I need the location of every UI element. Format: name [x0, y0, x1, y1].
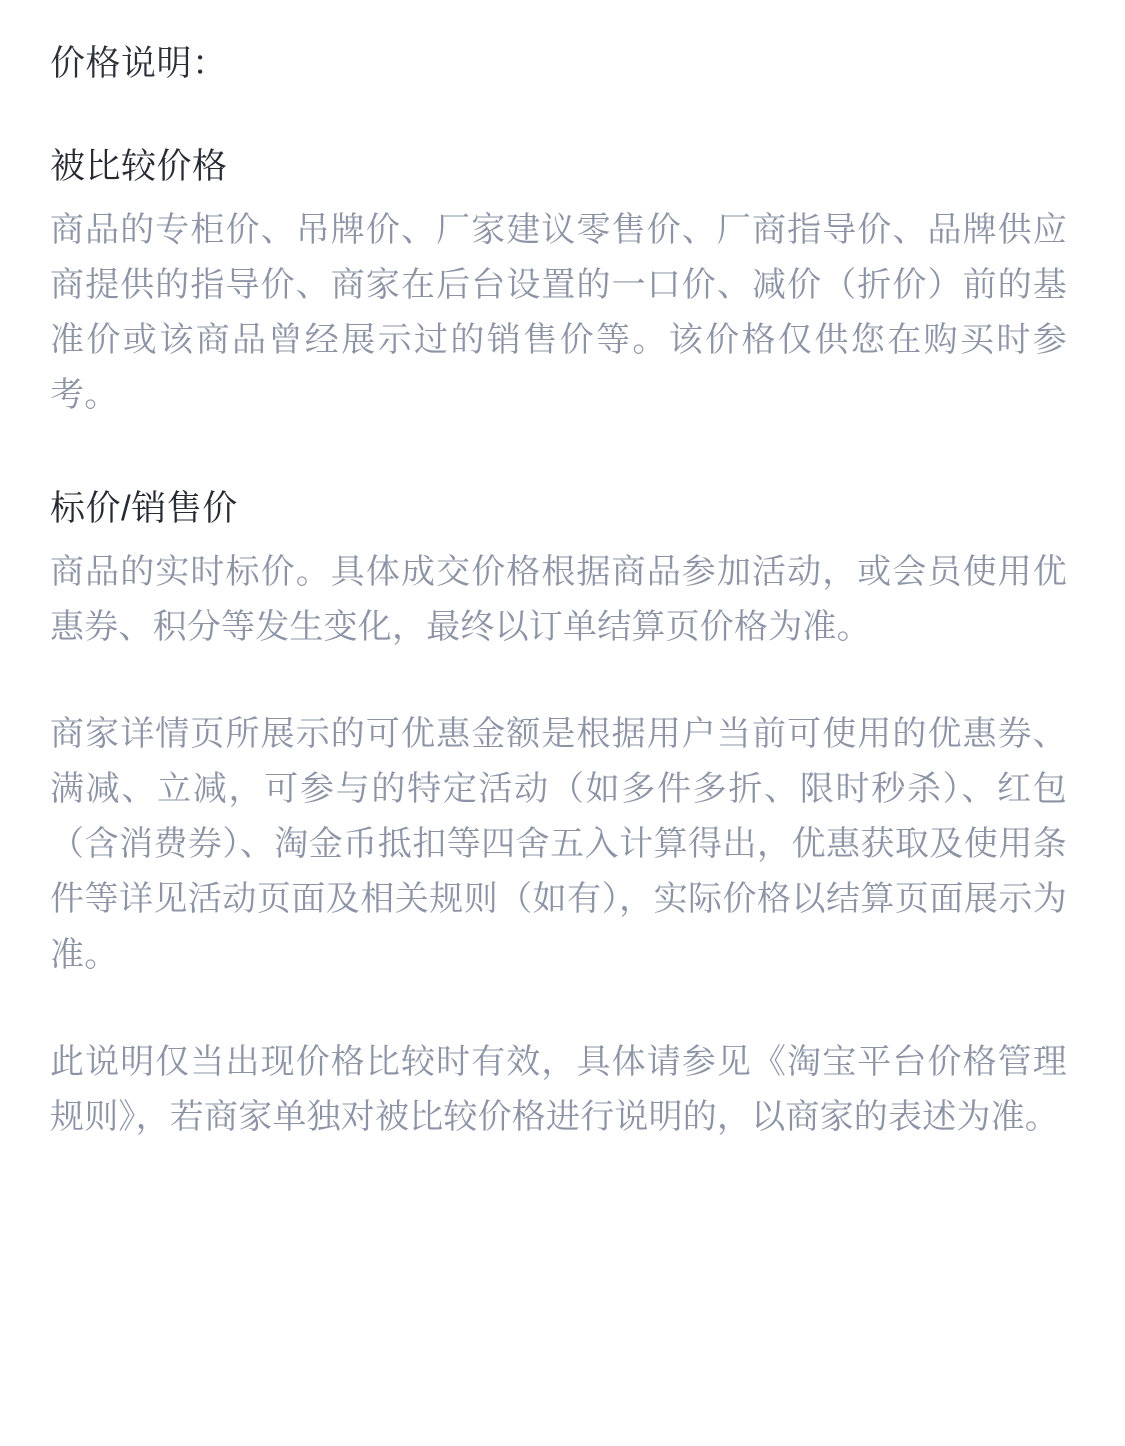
- section-paragraph-list-price-1: 商品的实时标价。具体成交价格根据商品参加活动，或会员使用优惠券、积分等发生变化，最终以订单结算页价格为准。: [50, 553, 1067, 647]
- section-paragraph-list-price-2: 商家详情页所展示的可优惠金额是根据用户当前可使用的优惠券、满减、立减，可参与的特定活动（如多件多折、限时秒杀）、红包（含消费券）、淘金币抵扣等四舍五入计算得出，优惠获取及使用条件等详见活动页面及相关规则（如有），实际价格以结算页面展示为准。: [50, 715, 1067, 974]
- section-compared-price: [50, 144, 1067, 424]
- section-list-price: [50, 486, 1067, 1145]
- section-paragraph-list-price-3: 此说明仅当出现价格比较时有效，具体请参见《淘宝平台价格管理规则》，若商家单独对被比较价格进行说明的，以商家的表述为准。: [50, 1042, 1067, 1136]
- section-heading-compared-price: 被比较价格: [50, 146, 228, 186]
- page-title: 价格说明：: [50, 44, 228, 83]
- section-paragraph-compared-price-1: 商品的专柜价、吊牌价、厂家建议零售价、厂商指导价、品牌供应商提供的指导价、商家在后台设置的一口价、减价（折价）前的基准价或该商品曾经展示过的销售价等。该价格仅供您在购买时参考。: [50, 211, 1067, 415]
- section-heading-list-price: 标价/销售价: [50, 488, 238, 528]
